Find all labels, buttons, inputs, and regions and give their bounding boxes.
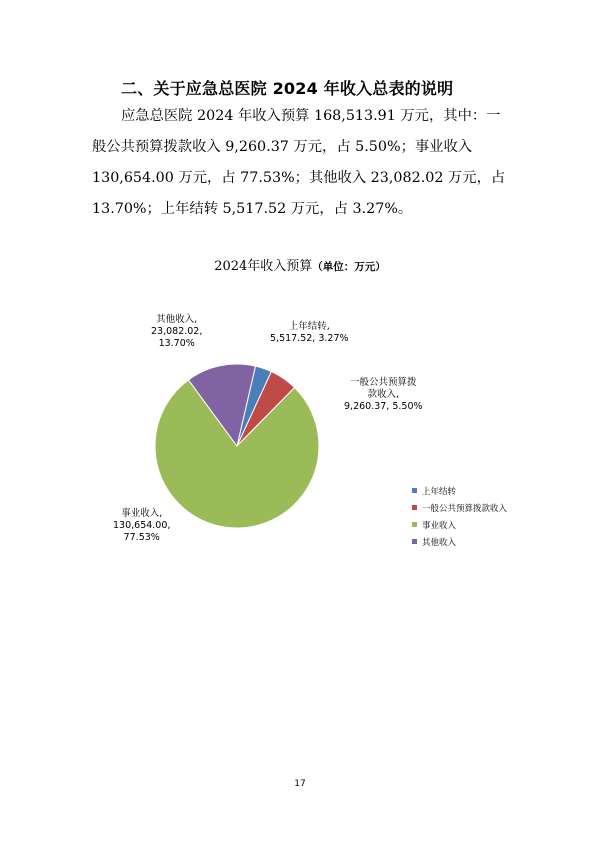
page-number: 17 [294, 779, 306, 789]
legend-label: 上年结转 [422, 486, 457, 497]
data-label-business [113, 508, 170, 544]
chart-legend [412, 482, 507, 550]
legend-swatch [412, 505, 417, 510]
legend-item [412, 516, 507, 533]
label-line: 5,517.52, 3.27% [270, 333, 349, 344]
legend-label: 其他收入 [422, 537, 457, 548]
data-label-general-budget [344, 377, 423, 413]
label-line: 77.53% [123, 532, 160, 543]
label-line: 其他收入, [156, 314, 198, 325]
legend-swatch [412, 539, 417, 544]
label-line: 一般公共预算拨 [350, 377, 417, 388]
chart-title-text: 2024年收入预算 [214, 259, 313, 274]
paragraph-line: 应急总医院 2024 年收入预算 168,513.91 万元，其中：一 [121, 108, 501, 124]
label-line: 事业收入, [121, 508, 163, 519]
legend-swatch [412, 488, 417, 493]
section-heading: 二、关于应急总医院 2024 年收入总表的说明 [121, 79, 454, 98]
legend-label: 一般公共预算拨款收入 [422, 503, 508, 514]
label-line: 13.70% [158, 338, 195, 349]
legend-swatch [412, 522, 417, 527]
label-line: 款收入, [367, 389, 400, 400]
data-label-prior-year [270, 321, 349, 345]
legend-item [412, 533, 507, 550]
label-line: 上年结转, [288, 321, 330, 332]
chart-title-unit: （单位：万元） [312, 261, 386, 273]
label-line: 9,260.37, 5.50% [344, 401, 423, 412]
legend-label: 事业收入 [422, 520, 457, 531]
paragraph-line: 13.70%；上年结转 5,517.52 万元，占 3.27%。 [92, 201, 413, 217]
label-line: 23,082.02, [151, 326, 203, 337]
legend-item [412, 482, 507, 499]
label-line: 130,654.00, [113, 520, 171, 531]
paragraph-line: 130,654.00 万元，占 77.53%；其他收入 23,082.02 万元，占 [92, 170, 506, 186]
paragraph-line: 般公共预算拨款收入 9,260.37 万元，占 5.50%；事业收入 [92, 139, 473, 155]
data-label-other [151, 314, 202, 350]
legend-item [412, 499, 507, 516]
